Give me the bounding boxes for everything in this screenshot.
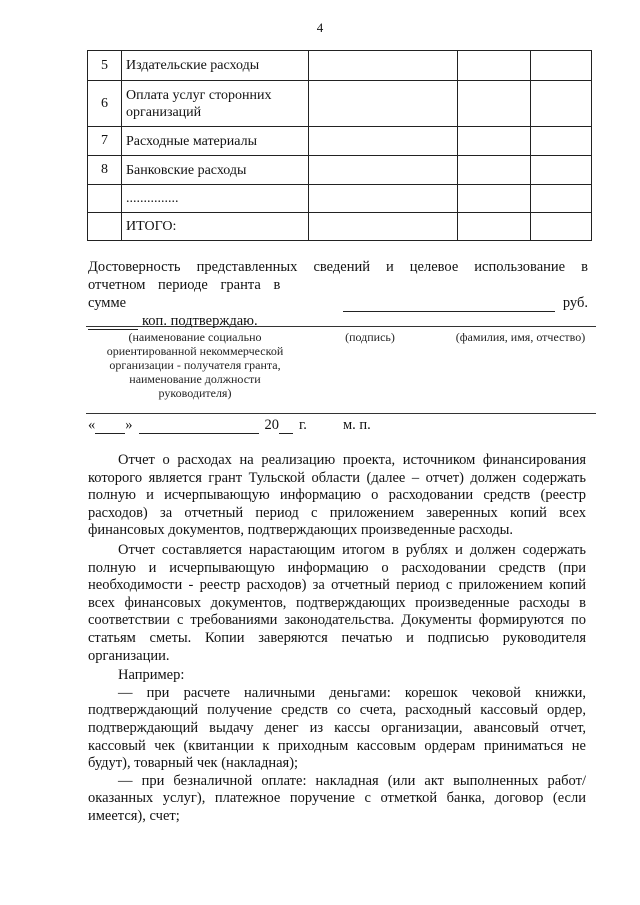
year-prefix: 20 — [264, 417, 279, 433]
month-field[interactable] — [139, 419, 259, 434]
stamp-place: м. п. — [342, 417, 371, 433]
empty-cell — [309, 81, 458, 127]
empty-cell — [531, 185, 592, 213]
row-number: 6 — [88, 81, 122, 127]
row-name: ............... — [122, 185, 309, 213]
org-caption: (наименование социально ориентированной некоммерческой организации - получателя гранта, наименование должности руководителя) — [106, 330, 284, 400]
word: сведений — [313, 259, 370, 275]
instructions-text — [88, 452, 586, 825]
table-row — [88, 51, 592, 81]
row-name: Издательские расходы — [122, 51, 309, 81]
row-number — [88, 213, 122, 241]
empty-cell — [458, 213, 531, 241]
paragraph: Отчет о расходах на реализацию проекта, источником финансирования которого является грант Тульской области (далее – отчет) должен содержать полную и исчерпывающую информацию о расходовании средств (реестр расходов) за отчетный период с приложением заверенных копий всех финансовых документов, подтверждающих произведенные расходы. — [88, 452, 586, 539]
row-name-total: ИТОГО: — [122, 213, 309, 241]
table-row — [88, 156, 592, 185]
empty-cell — [458, 185, 531, 213]
empty-cell — [309, 156, 458, 185]
paragraph: Отчет составляется нарастающим итогом в рублях и должен содержать полную и исчерпывающую информацию о расходовании средств (при необходимости - реестр расходов) за отчетный период с приложением копий всех финансовых документов, подтверждающих произведенные расходы в соответствии с требованиями законодательства. Документы формируются по статьям сметы. Копии заверяются печатью и подписью руководителя организации. — [88, 541, 586, 664]
row-number: 8 — [88, 156, 122, 185]
expense-table — [87, 50, 592, 241]
quote-open: « — [88, 417, 96, 433]
empty-cell — [458, 81, 531, 127]
rub-label: руб. — [562, 295, 588, 311]
empty-cell — [309, 185, 458, 213]
confirmation-line-2 — [88, 276, 588, 312]
confirmation-line-3 — [88, 312, 588, 330]
signature-line — [86, 326, 596, 327]
word: представленных — [196, 259, 298, 275]
page-number: 4 — [316, 20, 324, 35]
name-caption: (фамилия, имя, отчество) — [455, 330, 586, 344]
word: Достоверность — [88, 259, 181, 275]
word: в — [581, 259, 588, 275]
paragraph: — при безналичной оплате: накладная (или акт выполненных работ/ оказанных услуг), платежное поручение с отметкой банка, договор (если имеется), счет; — [88, 772, 586, 824]
empty-cell — [309, 51, 458, 81]
confirmation-statement — [88, 258, 588, 330]
table-row — [88, 185, 592, 213]
row-name: Банковские расходы — [122, 156, 309, 185]
paragraph: Например: — [118, 667, 185, 684]
row-number — [88, 185, 122, 213]
day-field[interactable] — [95, 419, 125, 434]
signature-caption: (подпись) — [345, 330, 395, 344]
quote-close: » — [125, 417, 133, 433]
confirmation-text: коп. подтверждаю. — [142, 313, 258, 329]
word: использование — [474, 259, 566, 275]
date-line — [88, 417, 371, 434]
empty-cell — [531, 127, 592, 156]
table-row — [88, 213, 592, 241]
row-name: Расходные материалы — [122, 127, 309, 156]
empty-cell — [458, 127, 531, 156]
year-suffix: г. — [299, 417, 307, 433]
row-name: Оплата услуг сторонних организаций — [122, 81, 309, 127]
table-row — [88, 81, 592, 127]
confirmation-line-1 — [88, 258, 588, 276]
year-field[interactable] — [279, 419, 293, 434]
empty-cell — [309, 213, 458, 241]
empty-cell — [309, 127, 458, 156]
row-number: 7 — [88, 127, 122, 156]
amount-kop-field[interactable] — [88, 315, 138, 330]
table-row — [88, 127, 592, 156]
date-separator-line — [86, 413, 596, 414]
amount-rub-field[interactable] — [343, 297, 555, 312]
empty-cell — [531, 213, 592, 241]
paragraph: — при расчете наличными деньгами: корешок чековой книжки, подтверждающий получение средств со счета, расходный кассовый ордер, подтверждающий выдачу денег из кассы организации, авансовый отчет, кассовый чек (квитанции к приходным кассовым ордерам приниматься не будут), товарный чек (накладная); — [88, 684, 586, 772]
row-number: 5 — [88, 51, 122, 81]
empty-cell — [458, 51, 531, 81]
empty-cell — [531, 81, 592, 127]
word: целевое — [409, 259, 459, 275]
empty-cell — [531, 156, 592, 185]
empty-cell — [458, 156, 531, 185]
empty-cell — [531, 51, 592, 81]
confirmation-text: отчетном периоде гранта в сумме — [88, 277, 281, 311]
word: и — [386, 259, 394, 275]
